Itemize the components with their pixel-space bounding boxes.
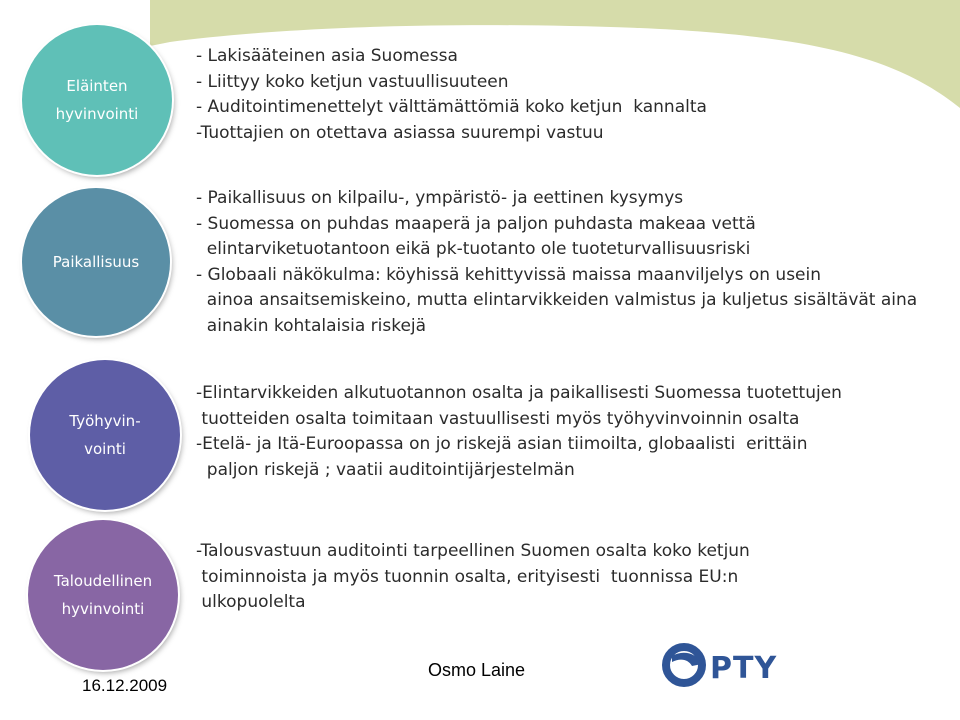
section-elainten-hyvinvointi-text [196, 44, 936, 146]
circle-label-line: Taloudellinen [53, 572, 153, 590]
bullet-line: - Paikallisuus on kilpailu-, ympäristö- ja eettinen kysymys [196, 188, 684, 208]
circle-label-line: hyvinvointi [61, 600, 145, 618]
bullet-line: - Suomessa on puhdas maaperä ja paljon puhdasta makeaa vettä [196, 213, 756, 234]
bullet-line: paljon riskejä ; vaatii auditointijärjestelmän [196, 459, 575, 480]
bullet-line: - Liittyy koko ketjun vastuullisuuteen [196, 71, 509, 92]
section-tyohyvinvointi-text [196, 381, 936, 483]
circle-label-line: Paikallisuus [52, 253, 140, 271]
logo-text: PTY [710, 651, 778, 686]
bullet-line: tuotteiden osalta toimitaan vastuullisesti myös työhyvinvoinnin osalta [196, 408, 800, 429]
bullet-line: -Elintarvikkeiden alkutuotannon osalta ja paikallisesti Suomessa tuotettujen [196, 383, 842, 403]
circle-elainten-hyvinvointi [22, 25, 172, 175]
bullet-line: toiminnoista ja myös tuonnin osalta, erityisesti tuonnissa EU:n [196, 566, 739, 587]
circle-label-line: Eläinten [66, 77, 128, 95]
bullet-line: - Auditointimenettelyt välttämättömiä koko ketjun kannalta [196, 97, 707, 117]
circle-taloudellinen-hyvinvointi [28, 520, 178, 670]
section-taloudellinen-hyvinvointi-text [196, 539, 936, 616]
bullet-line: elintarviketuotantoon eikä pk-tuotanto ole tuoteturvallisuusriski [196, 239, 751, 259]
footer-date: 16.12.2009 [82, 676, 168, 695]
bullet-line: ainoa ansaitsemiskeino, mutta elintarvikkeiden valmistus ja kuljetus sisältävät aina [196, 290, 918, 310]
pty-logo [662, 642, 792, 688]
circle-label-line: vointi [84, 440, 126, 458]
section-paikallisuus-text [196, 186, 936, 339]
bullet-line: ainakin kohtalaisia riskejä [196, 315, 427, 336]
bullet-line: -Etelä- ja Itä-Euroopassa on jo riskejä asian tiimoilta, globaalisti erittäin [196, 434, 808, 454]
circle-tyohyvinvointi [30, 360, 180, 510]
footer-author: Osmo Laine [428, 660, 526, 680]
bullet-line: - Lakisääteinen asia Suomessa [196, 46, 458, 66]
circle-label-line: hyvinvointi [55, 105, 139, 123]
bullet-line: -Talousvastuun auditointi tarpeellinen Suomen osalta koko ketjun [196, 541, 750, 561]
bullet-line: ulkopuolelta [196, 592, 306, 612]
circle-label-line: Työhyvin- [69, 412, 141, 430]
circle-paikallisuus [22, 188, 170, 336]
bullet-line: -Tuottajien on otettava asiassa suurempi vastuu [196, 122, 604, 143]
bullet-line: - Globaali näkökulma: köyhissä kehittyvissä maissa maanviljelys on usein [196, 264, 822, 285]
